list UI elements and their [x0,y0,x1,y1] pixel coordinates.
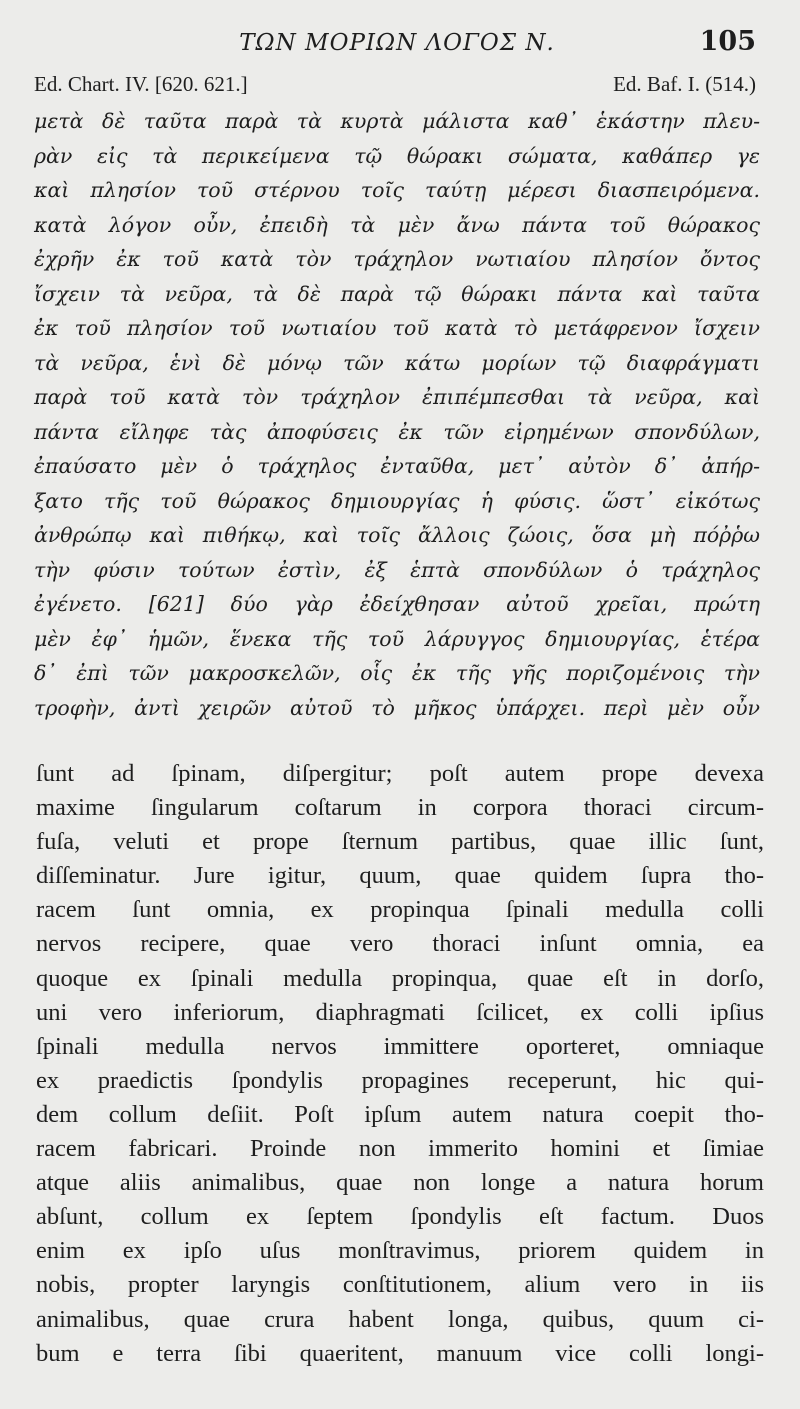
greek-line: τὰ νεῦρα, ἑνὶ δὲ μόνῳ τῶν κάτω μορίων τῷ διαφράγματι [34,350,760,375]
latin-line: animalibus, quae crura habent longa, quibus, quum ci- [36,1305,764,1333]
greek-text-block [34,104,760,725]
latin-line: fuſa, veluti et prope ſternum partibus, quae illic ſunt, [36,828,764,856]
greek-line: τροφὴν, ἀντὶ χειρῶν αὐτοῦ τὸ μῆκος ὑπάρχει. περὶ μὲν οὖν [34,695,760,720]
latin-line: enim ex ipſo uſus monſtravimus, priorem quidem in [36,1237,764,1265]
greek-line: ἐχρῆν ἐκ τοῦ κατὰ τὸν τράχηλον νωτιαίου πλησίον ὄντος [34,247,760,271]
latin-line: nobis, propter laryngis conſtitutionem, alium vero in iis [36,1271,764,1299]
page-header [38,26,756,66]
latin-line: racem fabricari. Proinde non immerito homini et ſimiae [36,1135,764,1163]
latin-line: uni vero inferiorum, diaphragmati ſcilicet, ex colli ipſius [36,998,764,1026]
latin-line: ſpinali medulla nervos immittere oporteret, omniaque [36,1032,764,1060]
greek-line: ἐγένετο. [621] δύο γὰρ ἐδείχθησαν αὐτοῦ χρεῖαι, πρώτη [34,592,760,616]
latin-line: ex praedictis ſpondylis propagines receperunt, hic qui- [36,1066,764,1094]
latin-line: dem collum deſiit. Poſt ipſum autem natura coepit tho- [36,1100,764,1128]
edition-chartier-reference: Ed. Chart. IV. [620. 621.] [34,72,248,96]
running-title: ΤΩΝ ΜΟΡΙΩΝ ΛΟΓΟΣ Ν. [239,30,555,56]
greek-line: ρὰν εἰς τὰ περικείμενα τῷ θώρακι σώματα, καθάπερ γε [34,143,760,168]
greek-line: μετὰ δὲ ταῦτα παρὰ τὰ κυρτὰ μάλιστα καθ᾽ ἑκάστην πλευ- [34,109,760,133]
greek-line: ἐπαύσατο μὲν ὁ τράχηλος ἐνταῦθα, μετ᾽ αὐτὸν δ᾽ ἀπήρ- [34,454,760,478]
greek-line: ξατο τῆς τοῦ θώρακος δημιουργίας ἡ φύσις. ὥστ᾽ εἰκότως [34,488,760,513]
greek-line: πάντα εἴληφε τὰς ἀποφύσεις ἐκ τῶν εἰρημένων σπονδύλων, [34,419,760,444]
latin-line: diſſeminatur. Jure igitur, quum, quae quidem ſupra tho- [36,862,764,890]
greek-line: μὲν ἐφ᾽ ἡμῶν, ἕνεκα τῆς τοῦ λάρυγγος δημιουργίας, ἑτέρα [34,626,760,651]
greek-line: ἴσχειν τὰ νεῦρα, τὰ δὲ παρὰ τῷ θώρακι πάντα καὶ ταῦτα [34,281,760,306]
latin-line: atque aliis animalibus, quae non longe a natura horum [36,1169,764,1197]
latin-line: ſunt ad ſpinam, diſpergitur; poſt autem prope devexa [36,760,764,787]
latin-line: bum e terra ſibi quaeritent, manuum vice colli longi- [36,1339,764,1367]
latin-text-block [36,757,764,1371]
greek-line: κατὰ λόγον οὖν, ἐπειδὴ τὰ μὲν ἄνω πάντα τοῦ θώρακος [34,212,760,237]
latin-line: quoque ex ſpinali medulla propinqua, quae eſt in dorſo, [36,964,764,992]
greek-line: καὶ πλησίον τοῦ στέρνου τοῖς ταύτῃ μέρεσι διασπειρόμενα. [34,178,760,202]
edition-basel-reference: Ed. Baf. I. (514.) [613,72,756,96]
latin-line: racem ſunt omnia, ex propinqua ſpinali medulla colli [36,896,764,924]
greek-line: τὴν φύσιν τούτων ἐστὶν, ἐξ ἑπτὰ σπονδύλων ὁ τράχηλος [34,557,760,582]
greek-line: ἀνθρώπῳ καὶ πιθήκῳ, καὶ τοῖς ἄλλοις ζώοις, ὅσα μὴ πόῤῥω [34,523,760,547]
greek-line: δ᾽ ἐπὶ τῶν μακροσκελῶν, οἷς ἐκ τῆς γῆς ποριζομένοις τὴν [34,661,760,685]
latin-line: nervos recipere, quae vero thoraci inſunt omnia, ea [36,930,764,958]
edition-reference-line [34,72,756,102]
greek-line: ἐκ τοῦ πλησίον τοῦ νωτιαίου τοῦ κατὰ τὸ μετάφρενον ἴσχειν [34,316,760,340]
latin-line: abſunt, collum ex ſeptem ſpondylis eſt factum. Duos [36,1203,764,1231]
latin-line: maxime ſingularum coſtarum in corpora thoraci circum- [36,794,764,822]
page-number: 105 [699,26,756,57]
greek-line: παρὰ τοῦ κατὰ τὸν τράχηλον ἐπιπέμπεσθαι τὰ νεῦρα, καὶ [34,385,760,409]
